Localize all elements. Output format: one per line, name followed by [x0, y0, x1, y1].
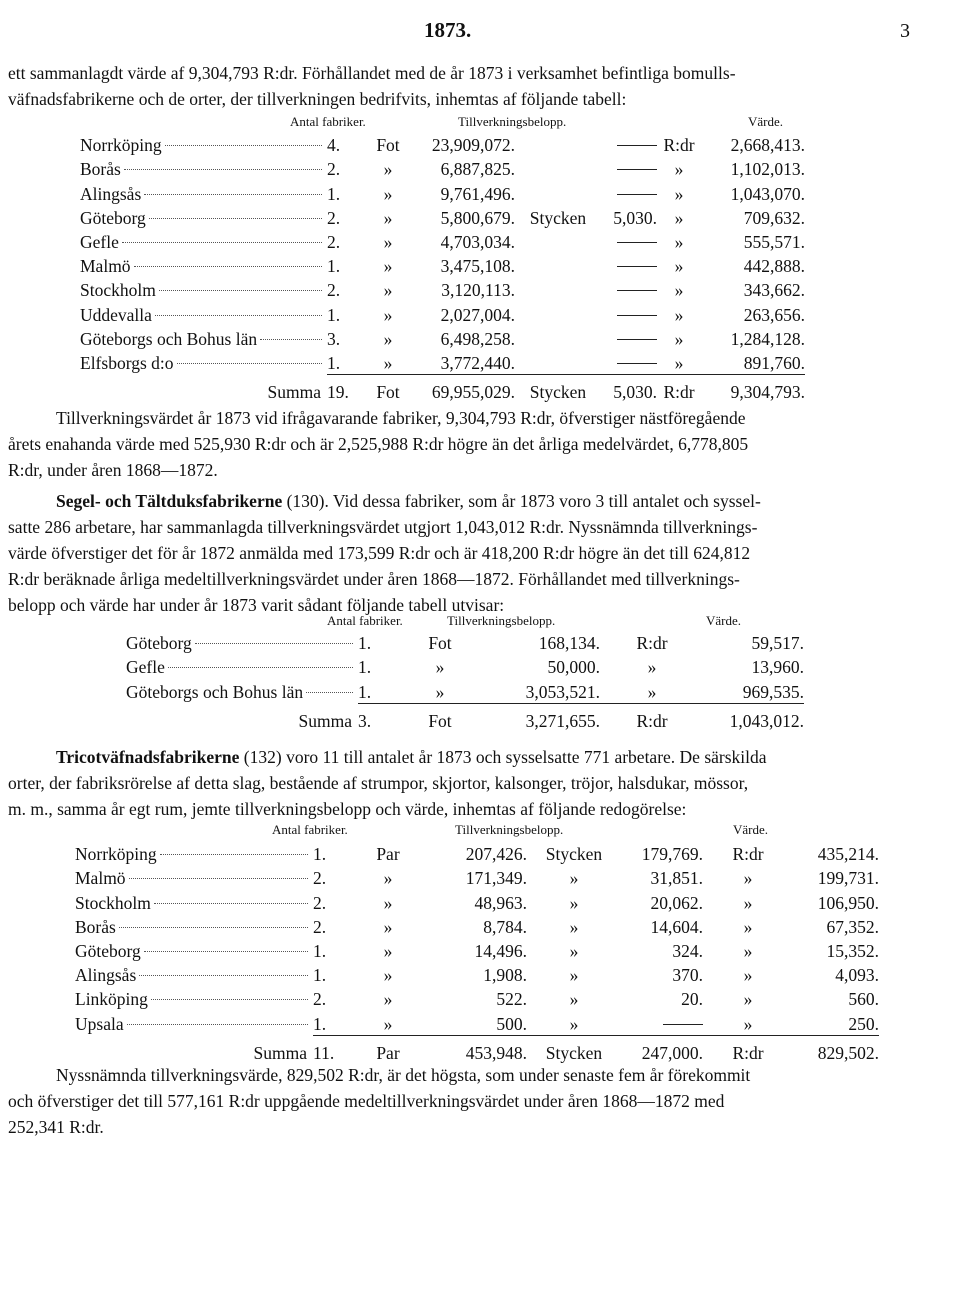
stycken-value: 370.	[672, 965, 703, 986]
fabriker-count: 1.	[358, 657, 372, 678]
belopp-value: 6,887,825.	[440, 159, 515, 180]
fabriker-count: 2.	[327, 231, 341, 252]
varde-value: 435,214.	[817, 844, 879, 865]
stycken-prefix	[515, 301, 601, 325]
varde-prefix: »	[743, 892, 753, 913]
summa-label: Summa	[267, 382, 321, 403]
place-name-cell	[75, 986, 313, 1010]
table-row	[80, 350, 805, 375]
varde-value: 1,284,128.	[730, 328, 805, 349]
belopp-value: 2,027,004.	[440, 304, 515, 325]
leader-dots	[160, 854, 308, 855]
place-name: Norrköping	[80, 135, 162, 156]
place-name: Göteborg	[80, 207, 146, 228]
stycken-value	[601, 326, 657, 350]
leader-dots	[168, 667, 353, 668]
dash-mark	[617, 290, 657, 291]
place-name-cell	[75, 914, 313, 938]
leader-dots	[155, 315, 322, 316]
fabriker-count: 1.	[327, 304, 341, 325]
belopp-value: 3,053,521.	[486, 678, 600, 703]
belopp-prefix: Fot	[376, 135, 400, 156]
place-name-cell	[80, 301, 327, 325]
varde-value: 250.	[793, 1010, 879, 1035]
para3-line-1: (132) voro 11 till antalet år 1873 och sysselsatte 771 arbetare. De särskilda	[239, 747, 767, 767]
summa-varde-prefix: R:dr	[636, 710, 668, 731]
place-name-cell	[75, 962, 313, 986]
varde-prefix: »	[674, 280, 684, 301]
varde-value: 709,632.	[743, 207, 805, 228]
belopp-prefix: Par	[376, 844, 400, 865]
leader-dots	[124, 169, 322, 170]
table3-tricot	[75, 841, 879, 1064]
fabriker-count: 1.	[358, 633, 372, 654]
belopp-value: 48,963.	[474, 892, 527, 913]
place-name: Uddevalla	[80, 304, 152, 325]
place-name-cell	[80, 277, 327, 301]
stycken-prefix: »	[569, 989, 579, 1010]
summa-varde-prefix: R:dr	[663, 382, 695, 403]
stycken-value	[601, 277, 657, 301]
leader-dots	[127, 1024, 308, 1025]
leader-dots	[151, 999, 308, 1000]
stycken-prefix	[515, 253, 601, 277]
place-name: Gefle	[126, 657, 165, 678]
stycken-prefix: Stycken	[545, 844, 603, 865]
belopp-value: 4,703,034.	[440, 231, 515, 252]
table-row	[75, 889, 879, 913]
para3-title: Tricotväfnadsfabrikerne	[56, 747, 240, 767]
para2-line-1: Vid dessa fabriker, som år 1873 voro 3 till antalet och syssel-	[328, 491, 761, 511]
leader-dots	[134, 266, 322, 267]
varde-value: 560.	[848, 989, 879, 1010]
varde-prefix: »	[657, 350, 701, 375]
table-row	[80, 326, 805, 350]
intro-paragraph	[8, 60, 952, 112]
summa-fabriker-count: 19.	[327, 382, 349, 403]
place-name: Alingsås	[75, 965, 137, 986]
leader-dots	[177, 363, 323, 364]
page-number: 3	[900, 20, 910, 42]
table-row	[75, 1010, 879, 1035]
varde-prefix: »	[647, 657, 657, 678]
fabriker-count: 1.	[327, 183, 341, 204]
stycken-value: 20,062.	[650, 892, 703, 913]
stycken-value: 14,604.	[650, 916, 703, 937]
place-name-cell	[80, 132, 327, 156]
belopp-prefix: »	[383, 989, 393, 1010]
leader-dots	[149, 218, 322, 219]
leader-dots	[195, 643, 353, 644]
summa-stycken-prefix: Stycken	[545, 1042, 603, 1063]
fabriker-count: 1.	[313, 965, 327, 986]
belopp-value: 5,800,679.	[440, 207, 515, 228]
stycken-value	[601, 229, 657, 253]
varde-prefix: »	[743, 940, 753, 961]
para2-line-4: R:dr beräknade årliga medeltillverkningsvärdet under åren 1868—1872. Förhållandet med tillverknings-	[8, 569, 740, 589]
summa-varde-value: 1,043,012.	[729, 710, 804, 731]
place-name: Alingsås	[80, 183, 142, 204]
summa-belopp-value: 3,271,655.	[525, 710, 600, 731]
para3-line-2: orter, der fabriksrörelse af detta slag, bestående af strumpor, skjortor, kalsonger, tröjor, halsdukar, mössor,	[8, 773, 749, 793]
belopp-value: 8,784.	[483, 916, 527, 937]
varde-value: 67,352.	[826, 916, 879, 937]
stycken-prefix: »	[527, 1010, 621, 1035]
summa-fabriker-count: 3.	[358, 710, 372, 731]
belopp-value: 522.	[496, 989, 527, 1010]
paragraph-tillverkningsvarde	[8, 405, 952, 483]
place-name-cell	[75, 938, 313, 962]
varde-value: 891,760.	[701, 350, 805, 375]
varde-value: 1,043,070.	[730, 183, 805, 204]
para2-title: Segel- och Tältduksfabrikerne	[56, 491, 283, 511]
place-name: Göteborg	[75, 940, 141, 961]
place-name: Gefle	[80, 231, 119, 252]
table-row	[80, 301, 805, 325]
varde-value: 13,960.	[751, 657, 804, 678]
varde-value: 969,535.	[704, 678, 804, 703]
place-name: Göteborgs och Bohus län	[126, 682, 304, 703]
belopp-value: 23,909,072.	[431, 135, 515, 156]
place-name: Elfsborgs d:o	[80, 353, 174, 374]
varde-value: 59,517.	[751, 633, 804, 654]
stycken-value	[601, 180, 657, 204]
place-name: Malmö	[80, 256, 131, 277]
belopp-value: 1,908.	[483, 965, 527, 986]
belopp-value: 14,496.	[474, 940, 527, 961]
summa-belopp-prefix: Fot	[428, 710, 452, 731]
intro-line-2: väfnadsfabrikerne och de orter, der tillverkningen bedrifvits, inhemtas af följande tabell:	[8, 89, 627, 109]
fabriker-count: 2.	[313, 916, 327, 937]
paragraph-nyssnamnda	[8, 1062, 952, 1140]
belopp-prefix: »	[383, 940, 393, 961]
para1-line-2: årets enahanda värde med 525,930 R:dr och är 2,525,988 R:dr högre än det årliga medelvärdet, 6,778,805	[8, 434, 749, 454]
leader-dots	[129, 878, 308, 879]
table-row	[126, 630, 804, 654]
dash-mark	[617, 242, 657, 243]
place-name-cell	[75, 1010, 313, 1035]
belopp-prefix: »	[383, 868, 393, 889]
fabriker-count: 1.	[327, 350, 361, 375]
place-name: Upsala	[75, 1014, 124, 1034]
summa-varde-prefix: R:dr	[732, 1042, 764, 1063]
place-name: Stockholm	[75, 892, 151, 913]
varde-prefix: »	[674, 183, 684, 204]
place-name: Malmö	[75, 868, 126, 889]
stycken-prefix	[515, 350, 601, 375]
varde-prefix: »	[743, 916, 753, 937]
stycken-value: 324.	[672, 940, 703, 961]
dash-mark	[617, 363, 657, 364]
summa-belopp-value: 453,948.	[465, 1042, 527, 1063]
table3-col-varde: Värde.	[733, 822, 769, 837]
varde-value: 199,731.	[817, 868, 879, 889]
dash-mark	[663, 1024, 703, 1025]
dash-mark	[617, 145, 657, 146]
stycken-value	[601, 350, 657, 375]
stycken-value	[601, 253, 657, 277]
paragraph-tricot	[8, 744, 952, 822]
place-name: Stockholm	[80, 280, 156, 301]
table-row	[80, 132, 805, 156]
summa-belopp-value: 69,955,029.	[431, 382, 515, 403]
para4-line-3: 252,341 R:dr.	[8, 1117, 104, 1137]
leader-dots	[260, 339, 322, 340]
place-name: Göteborg	[126, 633, 192, 654]
varde-value: 343,662.	[743, 280, 805, 301]
stycken-value: 5,030.	[613, 207, 657, 228]
place-name: Borås	[80, 159, 121, 180]
varde-prefix: »	[674, 328, 684, 349]
stycken-prefix: »	[569, 892, 579, 913]
place-name: Göteborgs och Bohus län	[80, 328, 258, 349]
belopp-value: 3,772,440.	[415, 350, 515, 375]
place-name-cell	[75, 889, 313, 913]
belopp-value: 9,761,496.	[440, 183, 515, 204]
summa-row	[80, 374, 805, 403]
table1-col-varde: Värde.	[748, 114, 784, 129]
belopp-prefix: »	[383, 231, 393, 252]
varde-prefix: »	[674, 159, 684, 180]
table-row	[80, 180, 805, 204]
table-row	[75, 841, 879, 865]
table-row	[80, 205, 805, 229]
table-row	[80, 229, 805, 253]
paragraph-segel	[8, 488, 952, 618]
stycken-value	[621, 1010, 703, 1035]
belopp-prefix: »	[349, 1010, 427, 1035]
belopp-prefix: »	[383, 256, 393, 277]
summa-varde-value: 829,502.	[817, 1042, 879, 1063]
varde-prefix: »	[600, 678, 704, 703]
fabriker-count: 2.	[313, 892, 327, 913]
fabriker-count: 1.	[358, 678, 394, 703]
varde-prefix: »	[743, 965, 753, 986]
stycken-prefix	[515, 156, 601, 180]
varde-prefix: »	[674, 231, 684, 252]
belopp-prefix: »	[435, 657, 445, 678]
table-row	[80, 253, 805, 277]
varde-value: 4,093.	[835, 965, 879, 986]
belopp-prefix: Fot	[428, 633, 452, 654]
leader-dots	[165, 145, 322, 146]
belopp-prefix: »	[383, 328, 393, 349]
varde-value: 442,888.	[743, 256, 805, 277]
stycken-prefix	[515, 180, 601, 204]
stycken-prefix: »	[569, 868, 579, 889]
belopp-value: 3,475,108.	[440, 256, 515, 277]
varde-value: 15,352.	[826, 940, 879, 961]
stycken-prefix: »	[569, 965, 579, 986]
belopp-value: 6,498,258.	[440, 328, 515, 349]
varde-value: 1,102,013.	[730, 159, 805, 180]
place-name: Linköping	[75, 989, 148, 1010]
table2-col-belopp: Tillverkningsbelopp.	[447, 613, 556, 628]
place-name-cell	[80, 253, 327, 277]
stycken-prefix	[515, 277, 601, 301]
summa-stycken-value: 247,000.	[641, 1042, 703, 1063]
leader-dots	[306, 692, 353, 693]
table-row	[80, 277, 805, 301]
summa-row	[75, 1035, 879, 1064]
varde-prefix: »	[743, 989, 753, 1010]
belopp-prefix: »	[361, 350, 415, 375]
summa-stycken-prefix: Stycken	[529, 382, 587, 403]
stycken-value: 31,851.	[650, 868, 703, 889]
fabriker-count: 1.	[313, 844, 327, 865]
stycken-prefix	[515, 229, 601, 253]
dash-mark	[617, 169, 657, 170]
table3-col-belopp: Tillverkningsbelopp.	[455, 822, 564, 837]
belopp-value: 207,426.	[465, 844, 527, 865]
place-name-cell	[75, 865, 313, 889]
leader-dots	[154, 903, 308, 904]
page-year: 1873.	[424, 18, 472, 42]
summa-row	[126, 703, 804, 732]
summa-belopp-prefix: Par	[376, 1042, 400, 1063]
table2-segel-taltduk	[126, 630, 804, 732]
belopp-value: 3,120,113.	[441, 280, 515, 301]
varde-prefix: »	[743, 868, 753, 889]
table-row	[75, 914, 879, 938]
dash-mark	[617, 266, 657, 267]
leader-dots	[122, 242, 322, 243]
stycken-prefix	[515, 132, 601, 156]
para4-line-2: och öfverstiger det till 577,161 R:dr uppgående medeltillverkningsvärdet under åren 1868—1872 med	[8, 1091, 725, 1111]
para2-line-3: värde öfverstiger det för år 1872 anmälda med 173,599 R:dr och är 418,200 R:dr högre än det till 624,812	[8, 543, 751, 563]
belopp-prefix: »	[383, 965, 393, 986]
summa-belopp-prefix: Fot	[376, 382, 400, 403]
table1-col-fabriker: Antal fabriker.	[290, 114, 366, 129]
summa-fabriker-count: 11.	[313, 1042, 335, 1063]
para2-line-2: satte 286 arbetare, har sammanlagda tillverkningsvärdet utgjort 1,043,012 R:dr. Nyssnämnda tillverknings-	[8, 517, 758, 537]
varde-value: 106,950.	[817, 892, 879, 913]
place-name-cell	[80, 180, 327, 204]
belopp-prefix: »	[383, 207, 393, 228]
varde-prefix: »	[674, 304, 684, 325]
intro-line-1: ett sammanlagdt värde af 9,304,793 R:dr. Förhållandet med de år 1873 i verksamhet befintliga bomulls-	[8, 63, 736, 83]
summa-label: Summa	[253, 1042, 307, 1063]
summa-label: Summa	[298, 710, 352, 731]
varde-prefix: R:dr	[636, 633, 668, 654]
place-name-cell	[75, 841, 313, 865]
para4-line-1: Nyssnämnda tillverkningsvärde, 829,502 R:dr, är det högsta, som under senaste fem år förekommit	[56, 1065, 751, 1085]
leader-dots	[139, 975, 308, 976]
para1-line-3: R:dr, under åren 1868—1872.	[8, 460, 218, 480]
fabriker-count: 2.	[313, 868, 327, 889]
fabriker-count: 2.	[327, 207, 341, 228]
place-name-cell	[126, 630, 358, 654]
varde-prefix: »	[674, 256, 684, 277]
leader-dots	[144, 951, 308, 952]
place-name: Borås	[75, 916, 116, 937]
place-name-cell	[126, 678, 358, 703]
place-name-cell	[80, 205, 327, 229]
para2-line-5: belopp och värde har under år 1873 varit sådant följande tabell utvisar:	[8, 595, 505, 615]
fabriker-count: 4.	[327, 135, 341, 156]
summa-varde-value: 9,304,793.	[730, 382, 805, 403]
stycken-prefix: »	[569, 916, 579, 937]
varde-prefix: R:dr	[732, 844, 764, 865]
varde-prefix: »	[674, 207, 684, 228]
dash-mark	[617, 339, 657, 340]
stycken-value	[601, 156, 657, 180]
table-row	[126, 654, 804, 678]
table-row	[75, 865, 879, 889]
stycken-value	[601, 132, 657, 156]
belopp-prefix: »	[394, 678, 486, 703]
table3-col-fabriker: Antal fabriker.	[272, 822, 348, 837]
stycken-value	[601, 301, 657, 325]
table2-col-fabriker: Antal fabriker.	[327, 613, 403, 628]
place-name-cell	[126, 654, 358, 678]
fabriker-count: 1.	[313, 1010, 349, 1035]
belopp-prefix: »	[383, 183, 393, 204]
para2-title-ref: (130).	[286, 491, 329, 511]
place-name: Norrköping	[75, 844, 157, 865]
belopp-prefix: »	[383, 304, 393, 325]
place-name-cell	[80, 350, 327, 375]
table-row	[75, 938, 879, 962]
table-row	[75, 962, 879, 986]
table-row	[75, 986, 879, 1010]
stycken-prefix: Stycken	[529, 207, 587, 228]
fabriker-count: 2.	[327, 280, 341, 301]
fabriker-count: 1.	[313, 940, 327, 961]
place-name-cell	[80, 156, 327, 180]
table1-bomullsvafnad	[80, 132, 805, 403]
varde-prefix: »	[703, 1010, 793, 1035]
varde-value: 2,668,413.	[730, 135, 805, 156]
varde-prefix: R:dr	[663, 135, 695, 156]
place-name-cell	[80, 229, 327, 253]
para1-line-1: Tillverkningsvärdet år 1873 vid ifrågavarande fabriker, 9,304,793 R:dr, öfverstiger nästföregående	[56, 408, 746, 428]
table-row	[126, 678, 804, 703]
stycken-value: 20.	[681, 989, 703, 1010]
table2-col-varde: Värde.	[706, 613, 742, 628]
belopp-prefix: »	[383, 280, 393, 301]
dash-mark	[617, 315, 657, 316]
belopp-prefix: »	[383, 159, 393, 180]
varde-value: 263,656.	[743, 304, 805, 325]
belopp-value: 168,134.	[538, 633, 600, 654]
leader-dots	[159, 290, 322, 291]
stycken-prefix: »	[569, 940, 579, 961]
stycken-value: 179,769.	[641, 844, 703, 865]
varde-value: 555,571.	[743, 231, 805, 252]
fabriker-count: 1.	[327, 256, 341, 277]
stycken-prefix	[515, 326, 601, 350]
fabriker-count: 2.	[313, 989, 327, 1010]
leader-dots	[119, 927, 308, 928]
fabriker-count: 2.	[327, 159, 341, 180]
belopp-value: 171,349.	[465, 868, 527, 889]
table-row	[80, 156, 805, 180]
fabriker-count: 3.	[327, 328, 341, 349]
belopp-value: 500.	[427, 1010, 527, 1035]
place-name-cell	[80, 326, 327, 350]
summa-stycken-value: 5,030.	[613, 382, 657, 403]
leader-dots	[144, 194, 322, 195]
para3-line-3: m. m., samma år egt rum, jemte tillverkningsbelopp och värde, inhemtas af följande redogörelse:	[8, 799, 687, 819]
belopp-value: 50,000.	[547, 657, 600, 678]
belopp-prefix: »	[383, 916, 393, 937]
table1-col-belopp: Tillverkningsbelopp.	[458, 114, 567, 129]
dash-mark	[617, 194, 657, 195]
belopp-prefix: »	[383, 892, 393, 913]
